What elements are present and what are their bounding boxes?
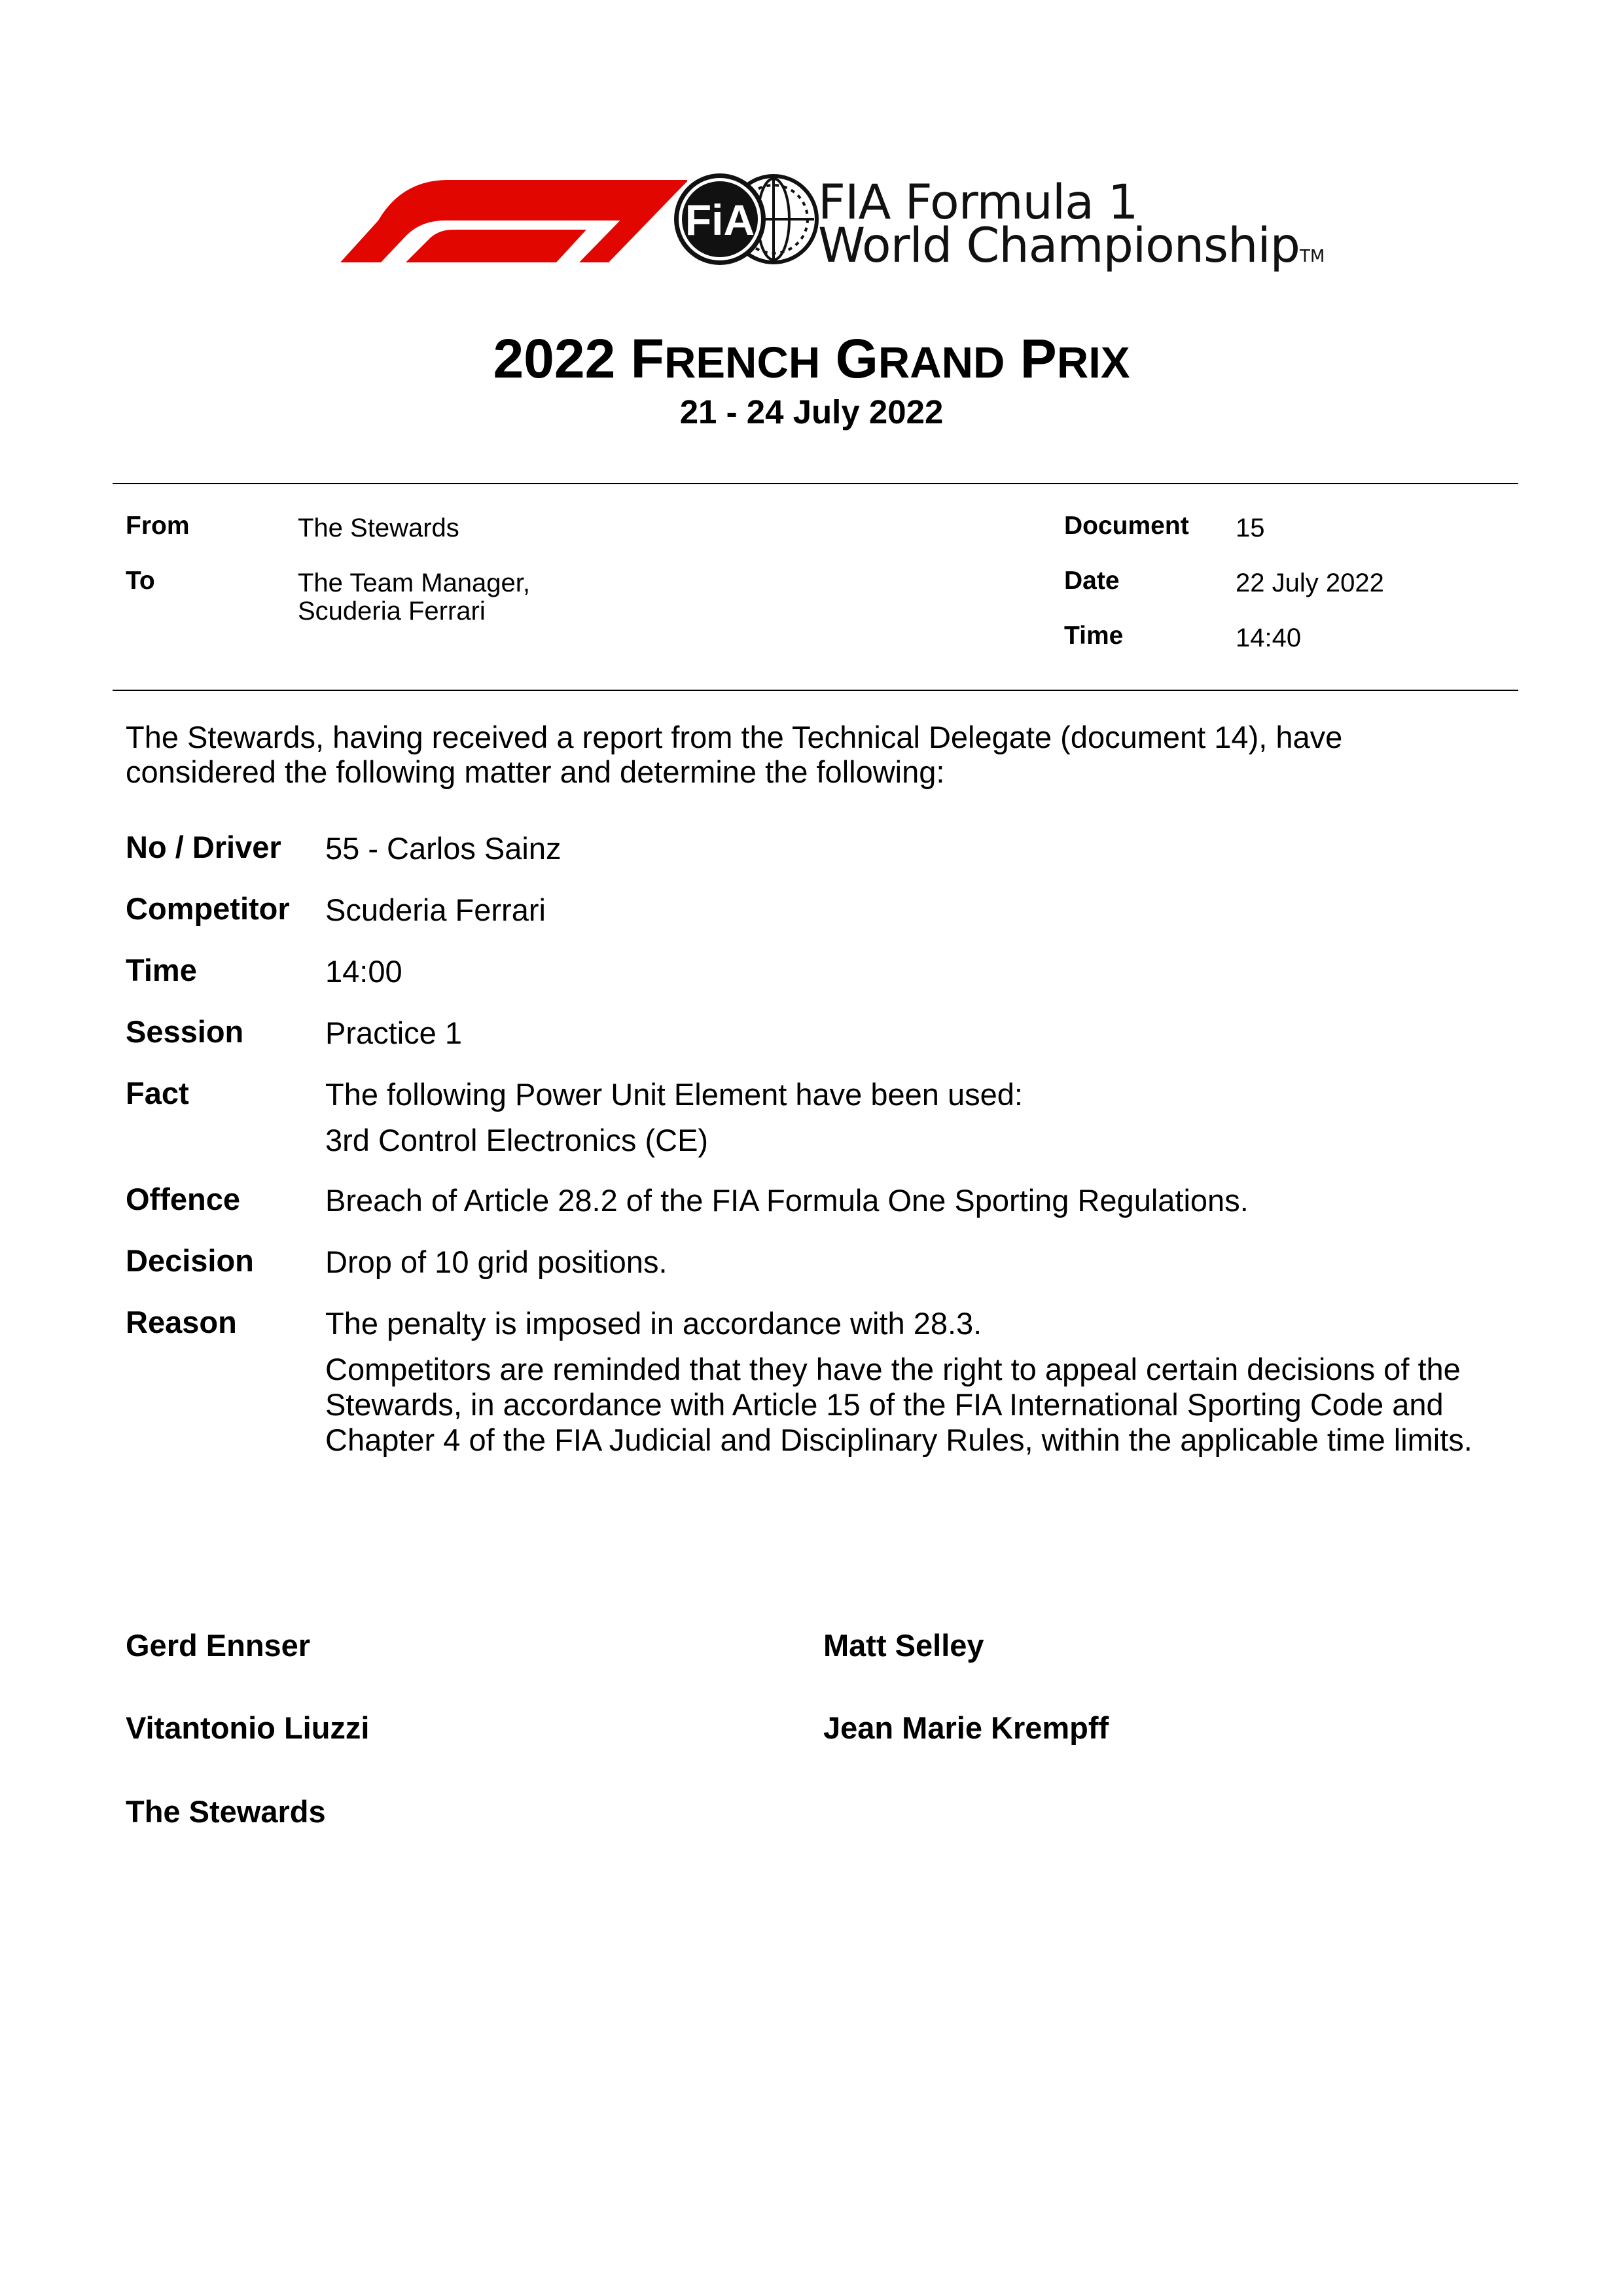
- driver-value: 55 - Carlos Sainz: [325, 831, 562, 866]
- steward-name: Vitantonio Liuzzi: [126, 1710, 370, 1745]
- driver-label: No / Driver: [126, 830, 281, 864]
- to-value-line-2: Scuderia Ferrari: [298, 597, 486, 626]
- date-value: 22 July 2022: [1236, 569, 1384, 597]
- to-label: To: [126, 567, 155, 595]
- logo-line-2: World ChampionshipTM: [818, 218, 1325, 274]
- fia-f1-logo: [340, 167, 1325, 291]
- time-label: Time: [1064, 622, 1124, 650]
- svg-text:FiA: FiA: [685, 196, 755, 244]
- fact-value: The following Power Unit Element have been used: 3rd Control Electronics (CE): [325, 1077, 1023, 1157]
- logo-line-1: FIA Formula 1: [818, 175, 1138, 230]
- from-value: The Stewards: [298, 514, 459, 542]
- document-value: 15: [1236, 514, 1265, 542]
- decision-label: Decision: [126, 1243, 254, 1278]
- reason-value: The penalty is imposed in accordance with 28.3. Competitors are reminded that they have the right to appeal certain decisions of the Stewards, in accordance with Article 15 of the FIA International Sporting Code and Chapter 4 of the FIA Judicial and Disciplinary Rules, within the applicable time limits.: [325, 1306, 1472, 1457]
- steward-name: Gerd Ennser: [126, 1628, 311, 1663]
- header-bottom-rule: [113, 690, 1518, 691]
- f1-logo-icon: [340, 167, 687, 291]
- event-dates: 21 - 24 July 2022: [679, 393, 944, 431]
- reason-label: Reason: [126, 1305, 237, 1339]
- competitor-value: Scuderia Ferrari: [325, 892, 546, 927]
- offence-value: Breach of Article 28.2 of the FIA Formula One Sporting Regulations.: [325, 1183, 1249, 1218]
- stewards-signoff: The Stewards: [126, 1794, 326, 1829]
- steward-name: Matt Selley: [823, 1628, 984, 1663]
- steward-name: Jean Marie Krempff: [823, 1710, 1109, 1745]
- session-value: Practice 1: [325, 1016, 462, 1050]
- intro-paragraph: The Stewards, having received a report from the Technical Delegate (document 14), have considered the following matter and determine the following:: [126, 720, 1343, 789]
- competitor-label: Competitor: [126, 891, 290, 926]
- event-title: 2022 FRENCH GRAND PRIX: [493, 328, 1130, 389]
- header-top-rule: [113, 483, 1518, 484]
- from-label: From: [126, 512, 190, 540]
- trademark: TM: [1299, 247, 1325, 266]
- document-label: Document: [1064, 512, 1189, 540]
- date-label: Date: [1064, 567, 1120, 595]
- fact-label: Fact: [126, 1076, 189, 1110]
- offence-time-value: 14:00: [325, 954, 402, 989]
- decision-value: Drop of 10 grid positions.: [325, 1245, 668, 1279]
- time-value: 14:40: [1236, 624, 1302, 652]
- to-value-line-1: The Team Manager,: [298, 569, 531, 597]
- offence-time-label: Time: [126, 953, 197, 987]
- session-label: Session: [126, 1014, 244, 1049]
- offence-label: Offence: [126, 1182, 240, 1216]
- fia-badge-icon: [668, 167, 831, 272]
